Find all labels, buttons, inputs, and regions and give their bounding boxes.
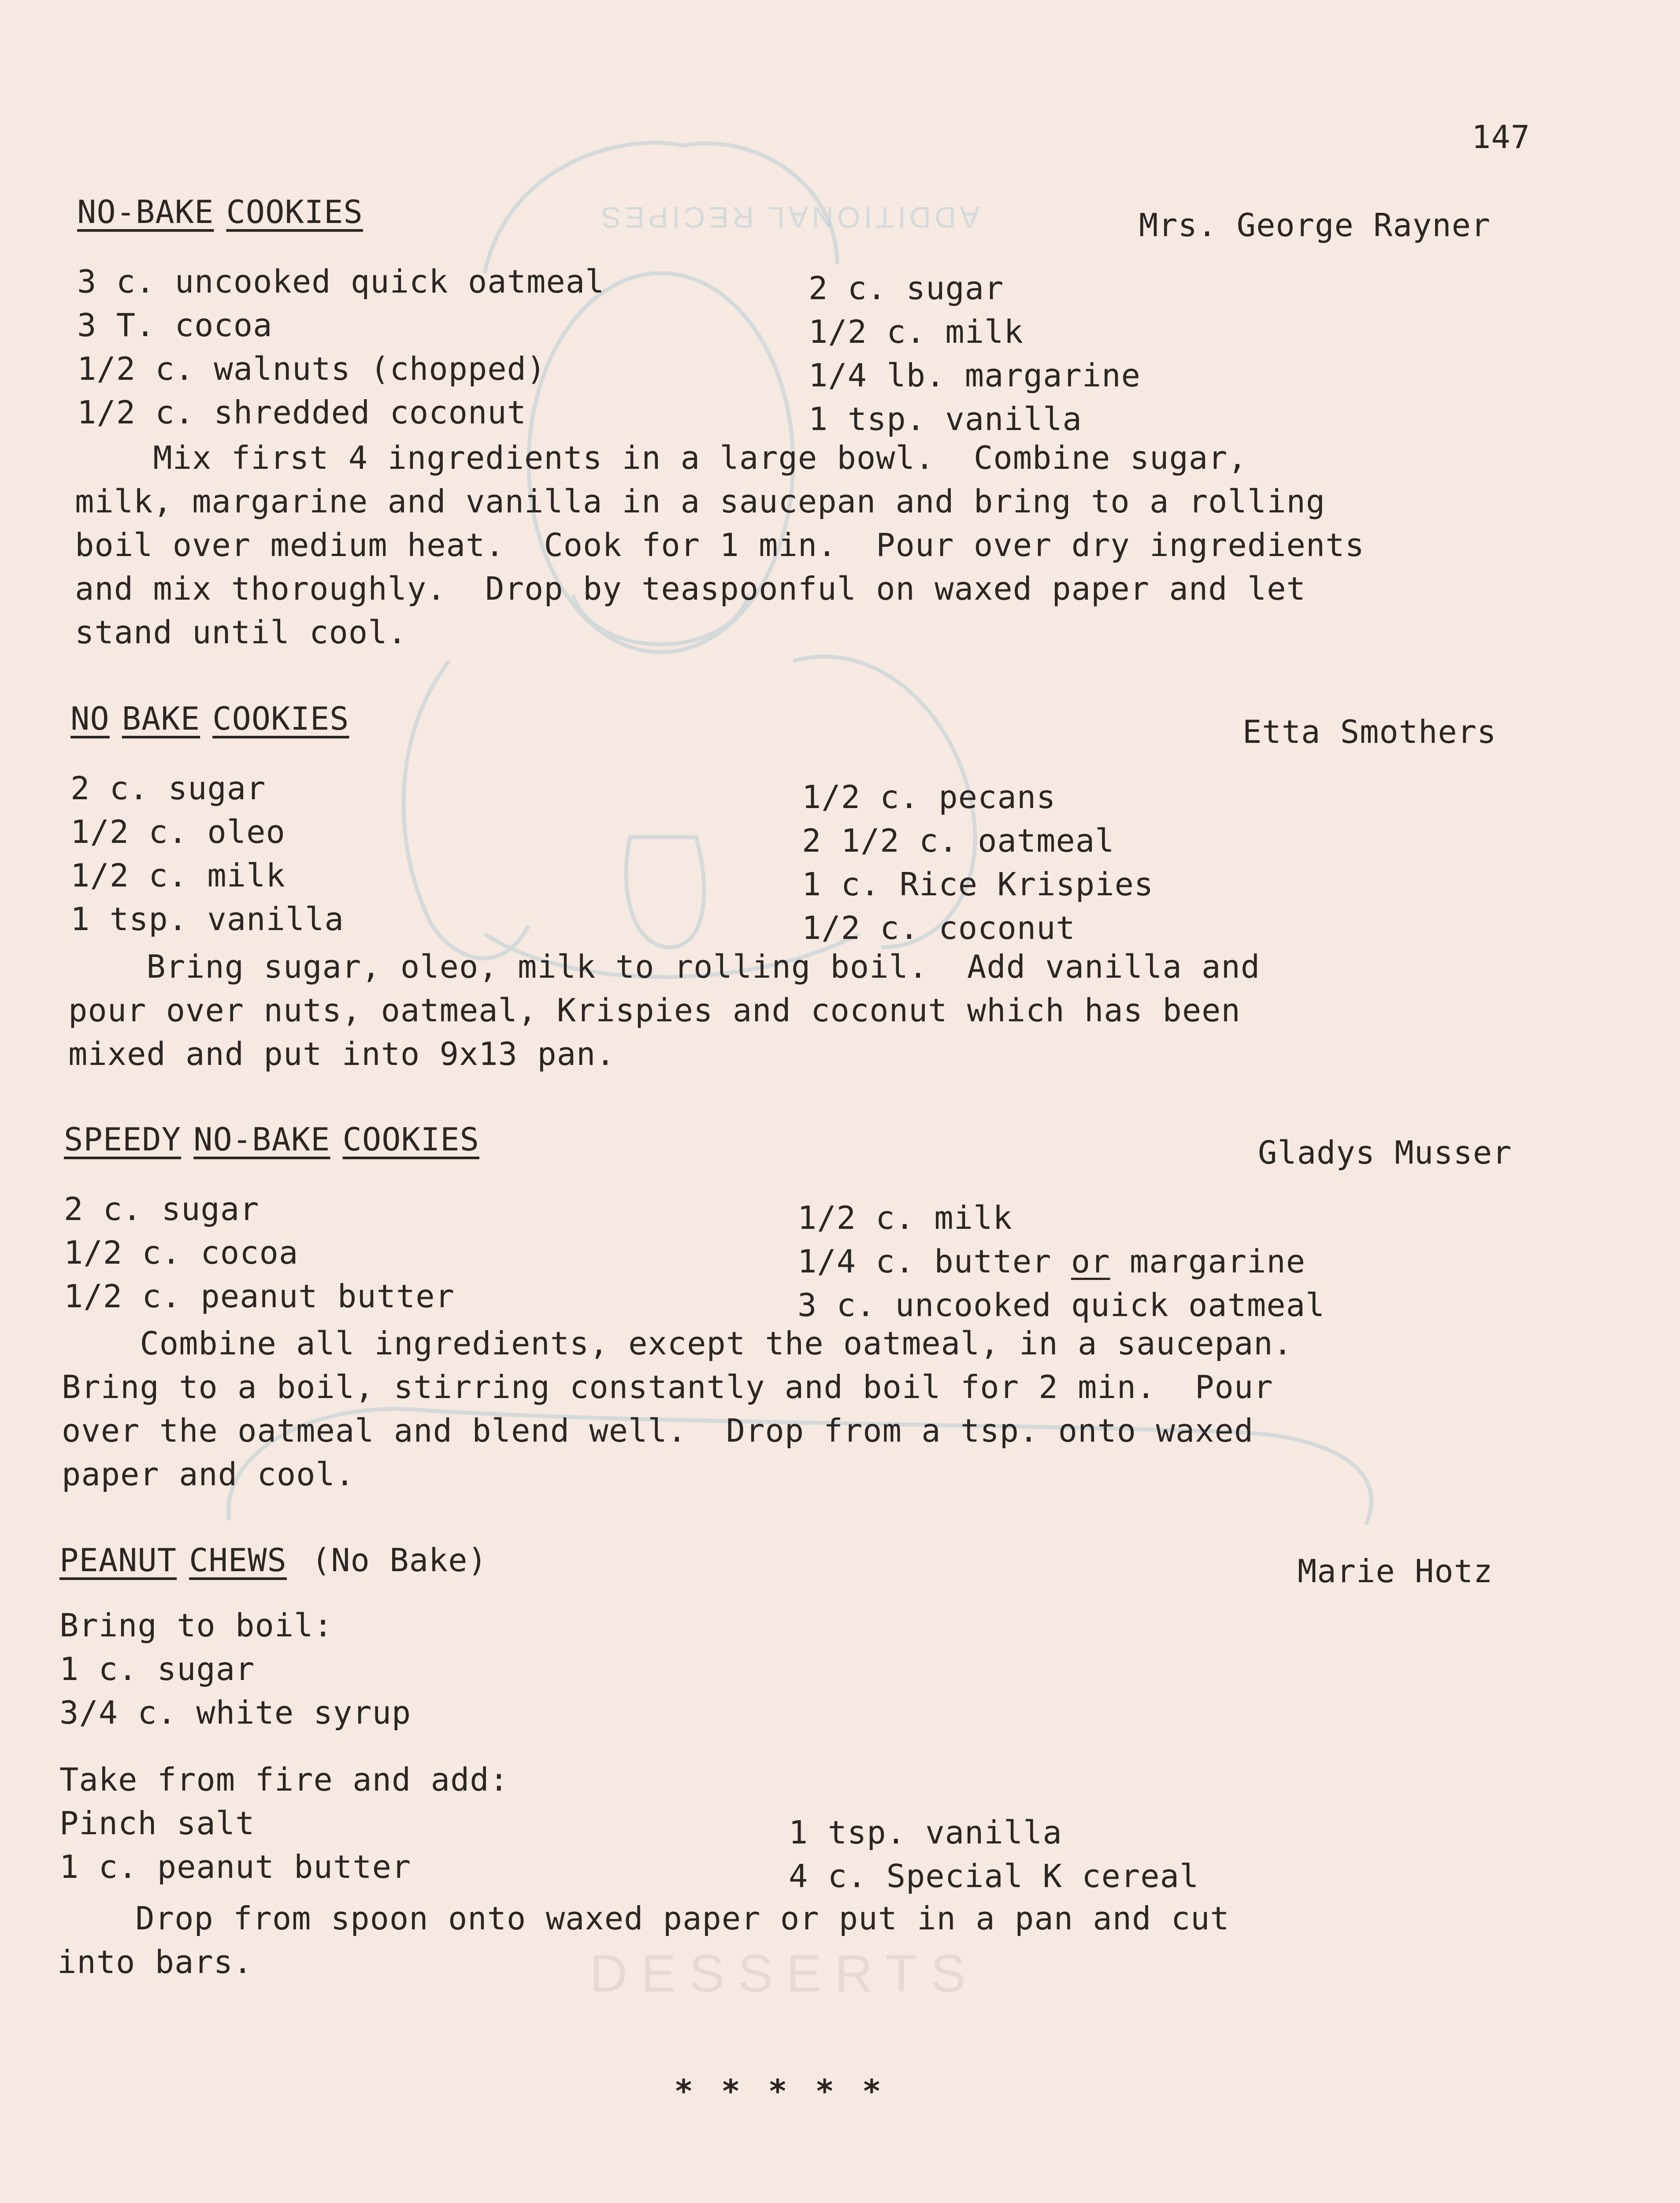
ingredient: 1 tsp. vanilla (808, 401, 1082, 438)
ingredient: 3/4 c. white syrup (59, 1694, 412, 1731)
directions-line: mixed and put into 9x13 pan. (68, 1035, 616, 1072)
recipe-directions (75, 436, 1365, 654)
ingredient: Pinch salt (59, 1805, 255, 1842)
ingredient: 1/2 c. shredded coconut (77, 394, 527, 431)
title-word: NO (70, 700, 110, 737)
ingredient: 1/2 c. walnuts (chopped) (77, 350, 546, 387)
directions-line: Drop from spoon onto waxed paper or put in a pan and cut (57, 1900, 1230, 1937)
ingredient: 4 c. Special K cereal (789, 1858, 1199, 1895)
title-word: COOKIES (342, 1121, 479, 1158)
ingredient: 1/4 lb. margarine (808, 357, 1141, 394)
title-word: BAKE (122, 700, 200, 737)
ingredient: 1/2 c. milk (70, 857, 286, 894)
ingredients-right (802, 775, 1153, 950)
directions-line: pour over nuts, oatmeal, Krispies and coconut which has been (68, 992, 1241, 1029)
ingredient: 1/2 c. milk (797, 1199, 1012, 1236)
ingredient: 3 T. cocoa (77, 307, 273, 344)
ingredients-right (789, 1811, 1199, 1898)
recipe-author: Etta Smothers (1242, 713, 1497, 750)
directions-line: boil over medium heat. Cook for 1 min. Pour over dry ingredients (75, 527, 1365, 564)
ingredient: 1 c. peanut butter (59, 1848, 412, 1885)
ingredient: 1/2 c. milk (808, 313, 1024, 350)
directions-line: and mix thoroughly. Drop by teaspoonful on waxed paper and let (75, 570, 1306, 607)
title-word: COOKIES (226, 193, 363, 230)
title-word: PEANUT (59, 1542, 177, 1579)
ingredient: 2 1/2 c. oatmeal (802, 822, 1115, 859)
ingredient: 1 c. sugar (59, 1650, 255, 1687)
ingredient: 2 c. sugar (70, 770, 266, 807)
directions-line: Combine all ingredients, except the oatmeal, in a saucepan. (62, 1325, 1293, 1362)
ingredient: 3 c. uncooked quick oatmeal (77, 263, 605, 300)
title-word: NO-BAKE (77, 193, 214, 230)
directions-line: stand until cool. (75, 614, 407, 651)
step-label: Take from fire and add: (59, 1761, 509, 1798)
recipe-directions (57, 1897, 1230, 1984)
step-one (59, 1604, 411, 1735)
recipe-author: Mrs. George Rayner (1139, 207, 1491, 244)
ingredient: 1/2 c. pecans (802, 779, 1056, 816)
directions-line: milk, margarine and vanilla in a saucepan and bring to a rolling (75, 483, 1326, 520)
step-two-label-block (59, 1758, 509, 1889)
emphasis-or: or (1071, 1243, 1110, 1280)
ingredient: 1 tsp. vanilla (70, 901, 344, 938)
recipe-title (59, 1542, 487, 1579)
ingredient: 2 c. sugar (64, 1191, 260, 1228)
recipe-author: Marie Hotz (1298, 1553, 1493, 1590)
directions-line: over the oatmeal and blend well. Drop from a tsp. onto waxed (62, 1412, 1254, 1449)
recipe-author: Gladys Musser (1258, 1134, 1512, 1171)
ingredient: 1/2 c. peanut butter (64, 1278, 455, 1315)
directions-line: Mix first 4 ingredients in a large bowl. Combine sugar, (75, 439, 1247, 476)
title-note: (No Bake) (311, 1542, 487, 1579)
recipe-directions (62, 1322, 1293, 1496)
step-label: Bring to boil: (59, 1607, 333, 1644)
recipe-title (64, 1121, 479, 1158)
title-word: CHEWS (189, 1542, 287, 1579)
ingredient: 1/2 c. cocoa (64, 1234, 299, 1271)
ingredient: 1/2 c. oleo (70, 813, 286, 850)
title-word: NO-BAKE (193, 1121, 330, 1158)
watermark-header-text: ADDITIONAL RECIPES (597, 200, 980, 234)
recipe-title (77, 193, 363, 230)
ingredients-left (70, 767, 344, 941)
ingredients-left (77, 260, 605, 434)
ingredients-right (808, 267, 1141, 441)
page-number: 147 (1472, 119, 1531, 156)
ingredient: 1/4 c. butter or margarine (797, 1243, 1306, 1280)
recipe-title (70, 700, 349, 737)
directions-line: paper and cool. (62, 1456, 355, 1493)
ingredients-left (64, 1187, 455, 1318)
title-word: COOKIES (212, 700, 349, 737)
ingredients-right (797, 1196, 1325, 1327)
directions-line: Bring to a boil, stirring constantly and boil for 2 min. Pour (62, 1369, 1273, 1406)
watermark-footer-text: DESSERTS (589, 1944, 979, 2003)
directions-line: into bars. (57, 1943, 253, 1980)
end-mark: * * * * * (674, 2073, 886, 2110)
directions-line: Bring sugar, oleo, milk to rolling boil. Add vanilla and (68, 948, 1261, 985)
ingredient: 1/2 c. coconut (802, 909, 1075, 946)
ingredient: 2 c. sugar (808, 270, 1004, 307)
title-word: SPEEDY (64, 1121, 182, 1158)
ingredient: 1 tsp. vanilla (789, 1814, 1062, 1851)
ingredient: 1 c. Rice Krispies (802, 866, 1154, 903)
ingredient: 3 c. uncooked quick oatmeal (797, 1287, 1325, 1324)
recipe-directions (68, 945, 1260, 1076)
